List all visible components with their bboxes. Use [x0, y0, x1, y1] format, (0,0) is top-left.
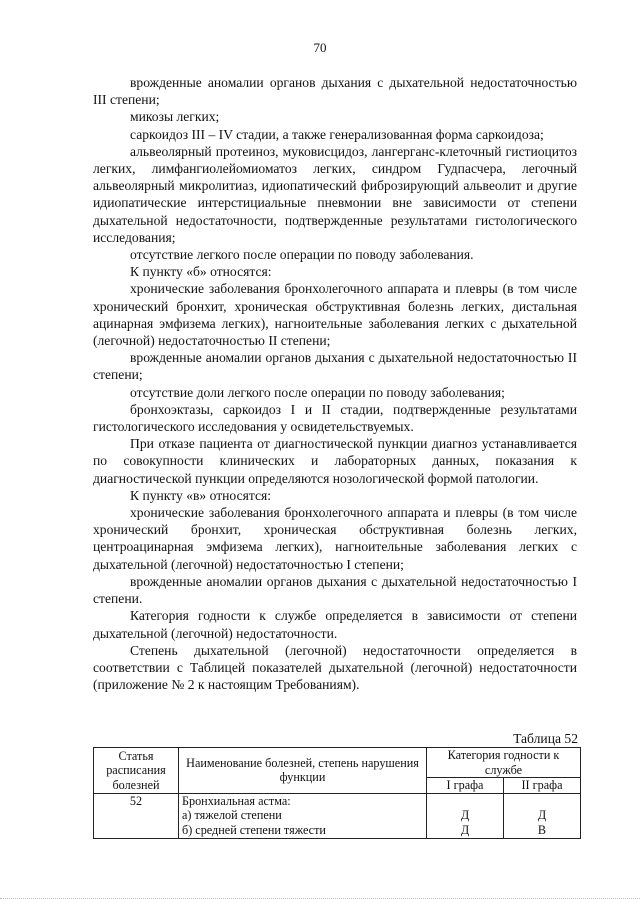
header-category: Категория годности к службе [427, 748, 581, 778]
paragraph: альвеолярный протеиноз, муковисцидоз, лангерганс-клеточный гистиоцитоз легких, лимфангиолейомиоматоз легких, синдром Гудпасчера, легочный альвеолярный микролитиаз, идиопатический фиброзирующий альвеолит и другие идиопатические интерстициальные пневмонии вне зависимости от степени дыхательной недостаточности, подтвержденные результатами гистологического исследования; [93, 143, 577, 245]
disease-table [93, 747, 581, 839]
row-a-g1: Д [460, 808, 470, 823]
header-disease: Наименование болезней, степень нарушения функции [179, 748, 427, 794]
scan-edge [0, 898, 640, 903]
paragraph: хронические заболевания бронхолегочного аппарата и плевры (в том числе хронический бронхит, хроническая обструктивная болезнь легких, центроацинарная эмфизема легких), нагноительные заболевания легких с дыхательной (легочной) недостаточностью I степени; [93, 505, 577, 572]
table-caption: Таблица 52 [513, 731, 578, 746]
table-52 [93, 747, 581, 839]
paragraph: микозы легких; [130, 109, 220, 125]
row-article: 52 [94, 793, 179, 838]
page-number: 70 [313, 40, 327, 55]
paragraph: саркоидоз III – IV стадии, а также генерализованная форма саркоидоза; [130, 126, 544, 142]
paragraph: отсутствие легкого после операции по поводу заболевания. [130, 247, 474, 263]
row-disease [179, 793, 427, 838]
row-col1 [427, 793, 504, 838]
paragraph: врожденные аномалии органов дыхания с дыхательной недостаточностью III степени; [93, 75, 577, 108]
paragraph: Степень дыхательной (легочной) недостаточности определяется в соответствии с Таблицей показателей дыхательной (легочной) недостаточности (приложение № 2 к настоящим Требованиям). [93, 642, 577, 693]
row-b-g1: Д [460, 822, 470, 837]
paragraph: Категория годности к службе определяется в зависимости от степени дыхательной (легочной) недостаточности. [93, 608, 577, 641]
paragraph: отсутствие доли легкого после операции по поводу заболевания; [130, 384, 505, 400]
header-col1: I графа [427, 778, 504, 794]
row-col2 [504, 793, 581, 838]
row-item-b: б) средней степени тяжести [182, 822, 326, 837]
row-a-g2: Д [537, 808, 547, 823]
paragraph: бронхоэктазы, саркоидоз I и II стадии, подтвержденные результатами гистологического исследования у освидетельствуемых. [93, 401, 577, 435]
row-b-g2: В [537, 822, 547, 837]
paragraph: врожденные аномалии органов дыхания с дыхательной недостаточностью II степени; [93, 350, 577, 383]
row-title: Бронхиальная астма: [182, 793, 291, 808]
row-item-a: а) тяжелой степени [182, 808, 282, 823]
table-row [94, 793, 581, 838]
paragraph: хронические заболевания бронхолегочного аппарата и плевры (в том числе хронический бронхит, хроническая обструктивная болезнь легких, дистальная ацинарная эмфизема легких), нагноительные заболевания легких с дыхательной (легочной) недостаточностью II степени; [93, 281, 577, 349]
paragraph: К пункту «б» относятся: [130, 264, 272, 280]
document-body [93, 74, 577, 693]
header-article: Статья расписания болезней [94, 748, 179, 794]
paragraph: врожденные аномалии органов дыхания с дыхательной недостаточностью I степени. [93, 573, 577, 607]
header-col2: II графа [504, 778, 581, 794]
paragraph: К пункту «в» относятся: [130, 487, 272, 503]
paragraph: При отказе пациента от диагностической пункции диагноз устанавливается по совокупности клинических и лабораторных данных, показания к диагностической пункции определяются нозологической формой патологии. [93, 436, 577, 486]
